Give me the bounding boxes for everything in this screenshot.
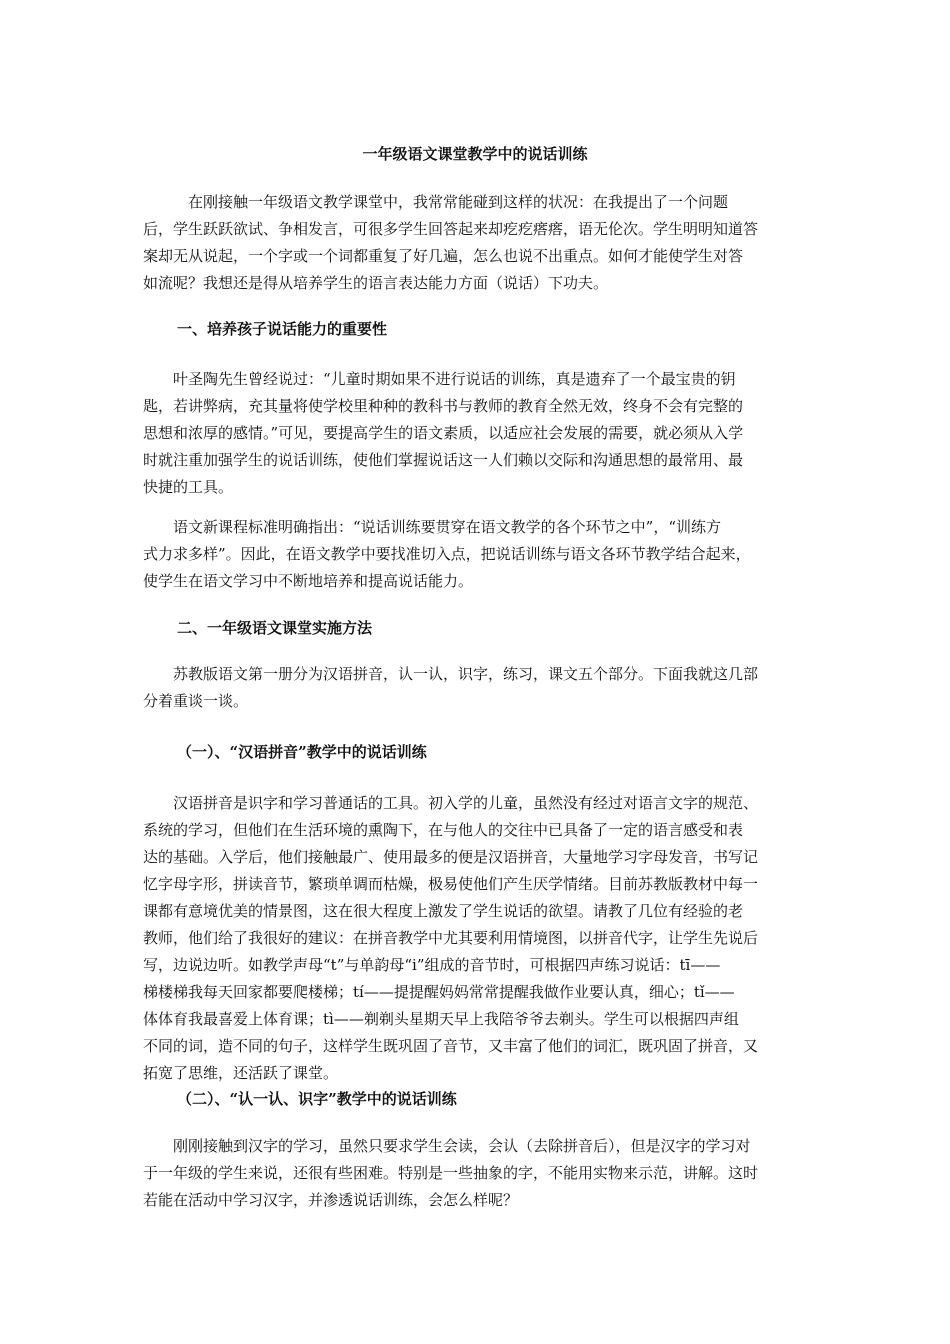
text-line: 达的基础。入学后，他们接触最广、使用最多的便是汉语拼音，大量地学习字母发音，书写记 [143, 848, 759, 866]
text-line: 使学生在语文学习中不断地培养和提高说话能力。 [143, 572, 474, 590]
text-line: 式力求多样”。因此，在语文教学中要找准切入点，把说话训练与语文各环节教学结合起来， [143, 545, 751, 563]
text-line: 匙，若讲弊病，充其量将使学校里种种的教科书与教师的教育全然无效，终身不会有完整的 [143, 397, 744, 415]
text-line: 拓宽了思维，还活跃了课堂。 [143, 1064, 339, 1082]
text-line: 分着重谈一谈。 [143, 692, 249, 710]
text-line: 系统的学习，但他们在生活环境的熏陶下，在与他人的交往中已具备了一定的语言感受和表 [143, 821, 744, 839]
text-line: 写，边说边听。如教学声母“t”与单韵母“i”组成的音节时，可根据四声练习说话：tī—— [143, 956, 721, 974]
text-line: 忆字母字形，拼读音节，繁琐单调而枯燥，极易使他们产生厌学情绪。目前苏教版教材中每一 [143, 875, 759, 893]
text-line: 汉语拼音是识字和学习普通话的工具。初入学的儿童，虽然没有经过对语言文字的规范、 [143, 794, 759, 812]
subsection-heading-1: （一）、“汉语拼音”教学中的说话训练 [177, 743, 427, 761]
text-line: 案却无从说起，一个字或一个词都重复了好几遍，怎么也说不出重点。如何才能使学生对答 [143, 247, 744, 265]
text-line: 于一年级的学生来说，还很有些困难。特别是一些抽象的字，不能用实物来示范，讲解。这时 [143, 1164, 759, 1182]
text-line: 刚刚接触到汉字的学习，虽然只要求学生会读，会认（去除拼音后），但是汉字的学习对 [143, 1137, 751, 1155]
section2-paragraph-1 [143, 661, 812, 715]
subsection-heading-2: （二）、“认一认、识字”教学中的说话训练 [177, 1090, 457, 1108]
text-line: 思想和浓厚的感情。”可见，要提高学生的语文素质，以适应社会发展的需要，就必须从入学 [143, 424, 744, 442]
text-line: 课都有意境优美的情景图，这在很大程度上激发了学生说话的欲望。请教了几位有经验的老 [143, 902, 744, 920]
document-title: 一年级语文课堂教学中的说话训练 [362, 145, 588, 163]
text-line: 在刚接触一年级语文教学课堂中，我常常能碰到这样的状况：在我提出了一个问题 [143, 193, 729, 211]
text-line: 如流呢？我想还是得从培养学生的语言表达能力方面（说话）下功夫。 [143, 274, 609, 292]
text-line: 不同的词，造不同的句子，这样学生既巩固了音节，又丰富了他们的词汇，既巩固了拼音，又 [143, 1037, 759, 1055]
subsection2-paragraph [143, 1133, 812, 1214]
text-line: 体体育我最喜爱上体育课；tì——剃剃头星期天早上我陪爷爷去剃头。学生可以根据四声组 [143, 1010, 739, 1028]
text-line: 梯楼梯我每天回家都要爬楼梯；tí——提提醒妈妈常常提醒我做作业要认真，细心；tǐ—— [143, 983, 735, 1001]
section-heading-2: 二、一年级语文课堂实施方法 [177, 619, 373, 637]
text-line: 教师，他们给了我很好的建议：在拼音教学中尤其要利用情境图，以拼音代字，让学生先说后 [143, 929, 759, 947]
subsection1-paragraph [143, 790, 812, 1087]
text-line: 时就注重加强学生的说话训练，使他们掌握说话这一人们赖以交际和沟通思想的最常用、最 [143, 451, 744, 469]
text-line: 语文新课程标准明确指出：“说话训练要贯穿在语文教学的各个环节之中”，“训练方 [143, 518, 722, 536]
text-line: 叶圣陶先生曾经说过：“儿童时期如果不进行说话的训练，真是遗弃了一个最宝贵的钥 [143, 370, 736, 388]
text-line: 快捷的工具。 [143, 478, 234, 496]
intro-paragraph [143, 189, 812, 297]
section-heading-1: 一、培养孩子说话能力的重要性 [177, 320, 388, 338]
text-line: 后，学生跃跃欲试、争相发言，可很多学生回答起来却疙疙瘩瘩，语无伦次。学生明明知道答 [143, 220, 759, 238]
section1-paragraph-2 [143, 514, 812, 595]
text-line: 若能在活动中学习汉字，并渗透说话训练，会怎么样呢？ [143, 1191, 519, 1209]
text-line: 苏教版语文第一册分为汉语拼音，认一认，识字，练习，课文五个部分。下面我就这几部 [143, 665, 759, 683]
section1-paragraph-1 [143, 366, 812, 501]
